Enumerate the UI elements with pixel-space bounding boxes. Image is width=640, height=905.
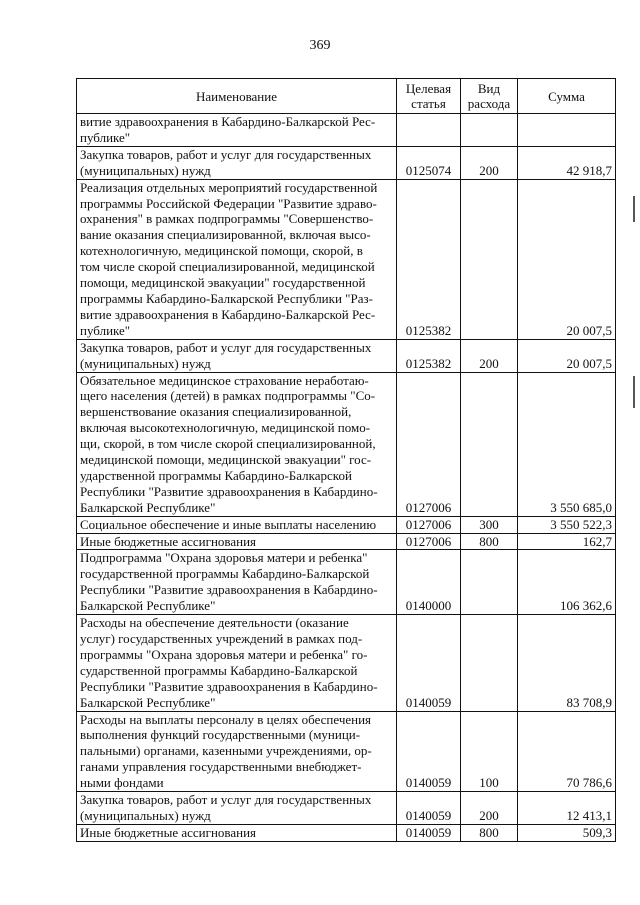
row-expense-type-cell (461, 550, 518, 615)
row-article-cell: 0140059 (397, 792, 461, 825)
row-amount-cell: 83 708,9 (518, 615, 616, 711)
row-article-cell: 0125074 (397, 146, 461, 179)
row-expense-type-cell (461, 372, 518, 516)
table-row (77, 114, 616, 147)
row-name-cell: Иные бюджетные ассигнования (77, 533, 397, 550)
row-amount-cell (518, 114, 616, 147)
table-row (77, 146, 616, 179)
row-name-cell: Закупка товаров, работ и услуг для государственных (муниципальных) нужд (77, 339, 397, 372)
row-article-cell: 0125382 (397, 339, 461, 372)
row-name-cell: Обязательное медицинское страхование неработаю- щего населения (детей) в рамках подпрограммы "Со- вершенствование оказания специализированной, включая высокотехнологичную, медицинской помо- щи, скорой, в том числе скорой специализированной, медицинской помощи, медицинской эвакуации" гос- ударственной программы Кабардино-Балкарской Республики "Развитие здравоохранения в Кабардино- Балкарской Республике" (77, 372, 397, 516)
row-amount-cell: 20 007,5 (518, 339, 616, 372)
row-name-cell: витие здравоохранения в Кабардино-Балкарской Рес- публике" (77, 114, 397, 147)
row-expense-type-cell: 300 (461, 516, 518, 533)
table-row (77, 711, 616, 792)
table-row (77, 179, 616, 339)
page-number: 369 (309, 38, 331, 53)
table-row (77, 372, 616, 516)
table-row (77, 550, 616, 615)
row-expense-type-cell: 800 (461, 533, 518, 550)
row-amount-cell: 20 007,5 (518, 179, 616, 339)
row-article-cell: 0140059 (397, 824, 461, 841)
table-row (77, 516, 616, 533)
row-article-cell: 0125382 (397, 179, 461, 339)
row-name-cell: Реализация отдельных мероприятий государственной программы Российской Федерации "Развитие здраво- охранения" в рамках подпрограммы "Совершенство- вание оказания специализированной, включая высо- котехнологичную, медицинской помощи, скорой, в том числе скорой специализированной, медицинской помощи, медицинской эвакуации" государственной программы Кабардино-Балкарской Республики "Раз- витие здравоохранения в Кабардино-Балкарской Рес- публике" (77, 179, 397, 339)
scan-edge-mark (633, 376, 635, 408)
row-name-cell: Закупка товаров, работ и услуг для государственных (муниципальных) нужд (77, 792, 397, 825)
row-amount-cell: 162,7 (518, 533, 616, 550)
row-amount-cell: 70 786,6 (518, 711, 616, 792)
header-article: Целевая статья (397, 79, 461, 114)
row-name-cell: Расходы на выплаты персоналу в целях обеспечения выполнения функций государственными (муници- пальными) органами, казенными учреждениями, ор- ганами управления государственными внебюджет- ными фондами (77, 711, 397, 792)
row-expense-type-cell (461, 615, 518, 711)
row-amount-cell: 3 550 685,0 (518, 372, 616, 516)
row-name-cell: Социальное обеспечение и иные выплаты населению (77, 516, 397, 533)
row-name-cell: Подпрограмма "Охрана здоровья матери и ребенка" государственной программы Кабардино-Балкарской Республики "Развитие здравоохранения в Кабардино- Балкарской Республике" (77, 550, 397, 615)
row-article-cell: 0140059 (397, 711, 461, 792)
row-expense-type-cell (461, 179, 518, 339)
row-article-cell (397, 114, 461, 147)
table-row (77, 824, 616, 841)
header-amount: Сумма (518, 79, 616, 114)
row-amount-cell: 12 413,1 (518, 792, 616, 825)
row-amount-cell: 3 550 522,3 (518, 516, 616, 533)
header-name: Наименование (77, 79, 397, 114)
scan-edge-mark (633, 196, 635, 222)
row-article-cell: 0127006 (397, 516, 461, 533)
table-row (77, 533, 616, 550)
row-expense-type-cell: 800 (461, 824, 518, 841)
table-row (77, 339, 616, 372)
table-row (77, 615, 616, 711)
row-expense-type-cell: 200 (461, 146, 518, 179)
header-expense-type: Вид расхода (461, 79, 518, 114)
row-expense-type-cell: 200 (461, 339, 518, 372)
row-article-cell: 0127006 (397, 533, 461, 550)
budget-table (76, 78, 616, 842)
row-article-cell: 0127006 (397, 372, 461, 516)
row-name-cell: Закупка товаров, работ и услуг для государственных (муниципальных) нужд (77, 146, 397, 179)
row-name-cell: Расходы на обеспечение деятельности (оказание услуг) государственных учреждений в рамках под- программы "Охрана здоровья матери и ребенка" го- сударственной программы Кабардино-Балкарской Республики "Развитие здравоохранения в Кабардино- Балкарской Республике" (77, 615, 397, 711)
table-header-row (77, 79, 616, 114)
table-body (77, 114, 616, 842)
row-amount-cell: 42 918,7 (518, 146, 616, 179)
table-row (77, 792, 616, 825)
row-name-cell: Иные бюджетные ассигнования (77, 824, 397, 841)
row-amount-cell: 106 362,6 (518, 550, 616, 615)
row-article-cell: 0140000 (397, 550, 461, 615)
row-amount-cell: 509,3 (518, 824, 616, 841)
row-expense-type-cell: 100 (461, 711, 518, 792)
row-article-cell: 0140059 (397, 615, 461, 711)
row-expense-type-cell: 200 (461, 792, 518, 825)
row-expense-type-cell (461, 114, 518, 147)
